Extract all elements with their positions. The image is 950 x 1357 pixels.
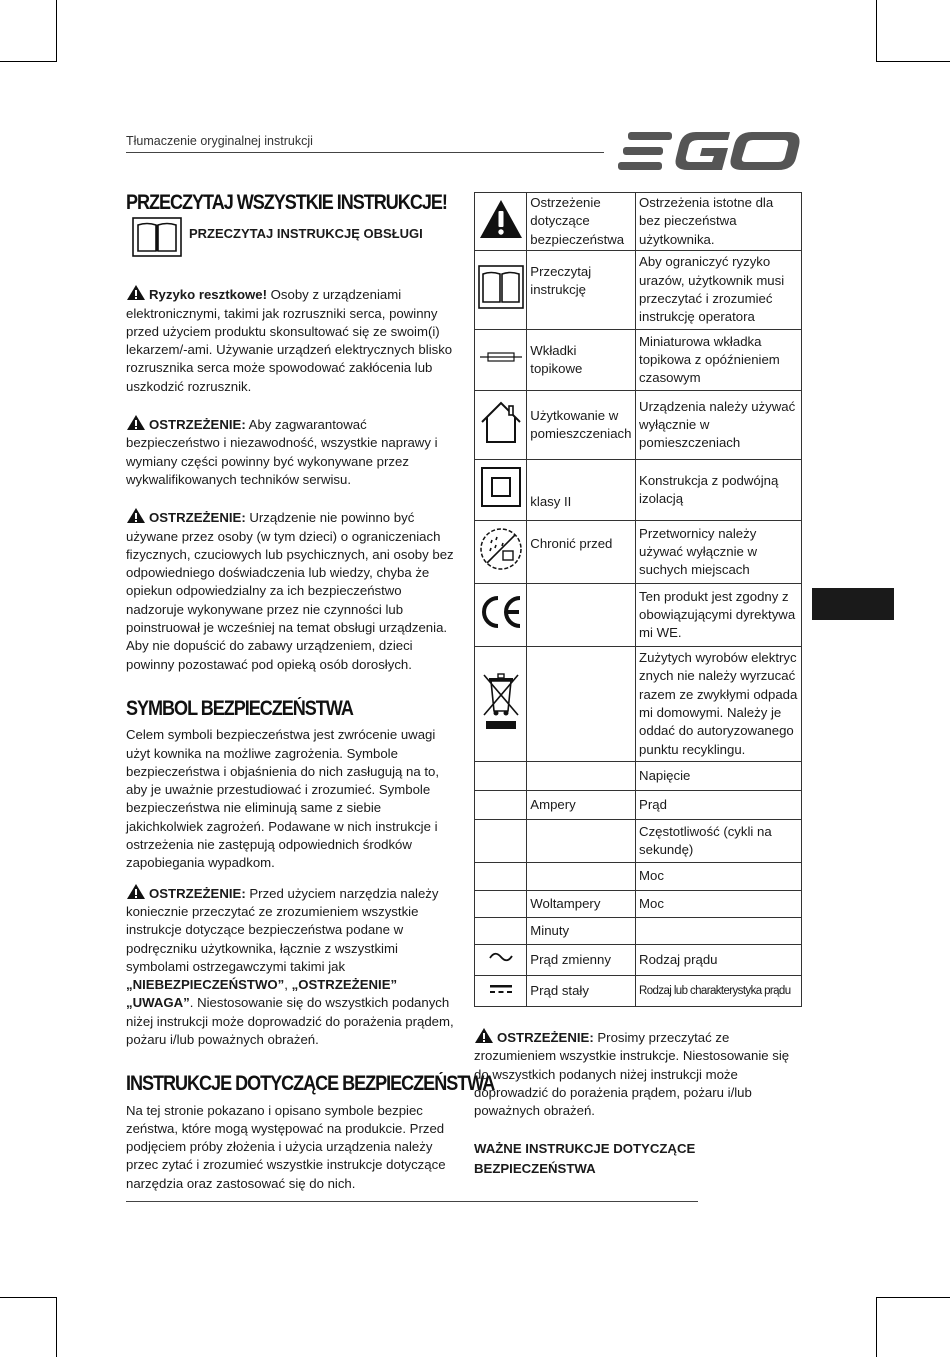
safety-symbol-heading: SYMBOL BEZPIECZEŃSTWA [126,696,353,720]
table-desc-cell: Aby ograniczyć ryzyko urazów, użytkownik musi przeczytać i zrozumieć instrukcję operatora [636,251,802,330]
warning-paragraph-3: OSTRZEŻENIE: Przed użyciem narzędzia należy koniecznie przeczytać ze zrozumieniem wszystkie instrukcje dotyczące bezpieczeństwa podane w podręczniku użytkownika, łącznie z wszystkimi symbolami ostrzegawczymi takimi jak „NIEBEZPIECZEŃSTWO”, „OSTRZEŻENIE” „UWAGA”. Niestosowanie się do wszystkich podanych niżej instrukcji może doprowadzić do porażenia prądem, pożaru i/lub poważnych obrażeń. [126,883,456,1050]
table-name-cell: Minuty [527,918,636,945]
table-icon-cell [475,330,527,391]
table-desc-cell: Zużytych wyrobów elektryc znych nie należy wyrzucać razem ze zwykłymi odpada mi domowymi. Należy je oddać do autoryzowanego punktu recyklingu. [636,647,802,762]
table-desc-cell: Częstotliwość (cykli na sekundę) [636,820,802,863]
table-name-cell [527,820,636,863]
crop-mark [876,0,877,62]
section-tab [812,588,894,620]
table-desc-text: Rodzaj lub charakterystyka prądu [639,985,791,998]
crop-mark [0,61,57,62]
alternating-current-icon [488,950,514,964]
table-row [475,820,802,863]
table-desc-cell: Napięcie [636,762,802,791]
table-row [475,863,802,891]
warning-icon [126,883,146,900]
table-row [475,251,802,330]
crop-mark [876,1297,877,1357]
table-icon-cell [475,863,527,891]
table-icon-cell [475,521,527,584]
table-row [475,584,802,647]
header-rule [126,152,604,153]
table-desc-cell: Miniaturowa wkładka topikowa z opóźnieniem czasowym [636,330,802,391]
table-desc-cell: Rodzaj prądu [636,945,802,976]
weee-bin-icon [478,669,524,733]
crop-mark [56,1297,57,1357]
table-row [475,918,802,945]
table-desc-cell: Przetwornicy należy używać wyłącznie w suchych miejscach [636,521,802,584]
table-desc-cell [636,918,802,945]
table-row [475,762,802,791]
table-name-cell [527,584,636,647]
table-name-cell [527,762,636,791]
table-desc-cell: Ostrzeżenia istotne dla bez pieczeństwa użytkownika. [636,193,802,251]
table-desc-cell: Moc [636,863,802,891]
fuse-icon [478,350,524,364]
read-manual-label: PRZECZYTAJ INSTRUKCJĘ OBSŁUGI [189,226,423,242]
class-ii-icon [479,465,523,509]
warning-icon [126,284,146,301]
table-desc-cell: Ten produkt jest zgodny z obowiązującymi dyrektywa mi WE. [636,584,802,647]
table-row [475,945,802,976]
table-row [475,891,802,918]
table-row [475,791,802,820]
house-icon [478,400,524,444]
table-icon-cell [475,820,527,863]
header-title: Tłumaczenie oryginalnej instrukcji [126,134,313,148]
table-name-cell: Użytkowanie w pomieszczeniach [527,391,636,460]
crop-mark [876,61,950,62]
crop-mark [876,1297,950,1298]
table-icon-cell [475,251,527,330]
table-desc-cell: Moc [636,891,802,918]
warning-paragraph-2: OSTRZEŻENIE: Urządzenie nie powinno być używane przez osoby (w tym dzieci) o ograniczeniach fizycznych, czuciowych lub psychicznych, ani osoby bez odpowiedniego doświadczenia lub wiedzy, chyba że opiekun odpowiedzialny za ich bezpieczeństwo nadzoruje wykonywane przez nie czynności lub poinstruował je wcześniej na temat obsługi urządzenia. Aby nie dopuścić do zabawy urządzeniem, dzieci powinny pozostawać pod opieką osób dorosłych. [126,507,456,674]
safety-instructions-heading: INSTRUKCJE DOTYCZĄCE BEZPIECZEŃSTWA [126,1072,495,1096]
table-icon-cell [475,918,527,945]
table-row [475,521,802,584]
table-row [475,193,802,251]
table-icon-cell [475,762,527,791]
main-heading: PRZECZYTAJ WSZYSTKIE INSTRUKCJE! [126,191,447,214]
table-name-cell [527,647,636,762]
crop-mark [56,0,57,62]
table-icon-cell [475,391,527,460]
symbol-paragraph: Celem symboli bezpieczeństwa jest zwrócenie uwagi użyt kownika na możliwe zagrożenia. Symbole bezpieczeństwa i objaśnienia do nich zasługują na to, aby je uważnie przestudiować i zrozumieć. Symbole bezpieczeństwa nie eliminują same z siebie jakichkolwiek zagrożeń. Podawane w nich instrukcje i ostrzeżenia nie zastępują odpowiednich środków zapobiegania wypadkom. [126,727,440,871]
table-icon-cell [475,945,527,976]
table-icon-cell [475,460,527,521]
right-column [474,1027,802,1179]
read-manual-icon [132,217,182,257]
ce-mark-icon [478,593,524,631]
table-name-cell: Prąd stały [527,976,636,1007]
table-icon-cell [475,584,527,647]
table-row [475,391,802,460]
warning-triangle-icon [478,198,524,240]
table-name-cell [527,863,636,891]
ego-logo [618,128,802,174]
table-desc-cell [636,976,802,1007]
table-name-cell: Ampery [527,791,636,820]
table-icon-cell [475,647,527,762]
crop-mark [0,1297,57,1298]
table-row [475,647,802,762]
table-name-cell: Wkładki topikowe [527,330,636,391]
read-manual-icon [478,265,524,309]
left-column [126,191,495,1193]
table-name-cell: Chronić przed [527,521,636,584]
table-icon-cell [475,193,527,251]
warning-paragraph-1: OSTRZEŻENIE: Aby zagwarantować bezpieczeństwo i niezawodność, wszystkie naprawy i wymiany części powinny być wykonywane przez wykwalifikowanych techników serwisu. [126,414,456,489]
protect-from-rain-icon [478,526,524,572]
table-name-cell: Ostrzeżenie dotyczące bezpieczeństwa [527,193,636,251]
table-name-cell: Woltampery [527,891,636,918]
read-manual-row [126,217,456,257]
table-icon-cell [475,976,527,1007]
table-icon-cell [475,791,527,820]
warning-icon [474,1027,494,1044]
table-row [475,330,802,391]
table-name-cell: klasy II [527,460,636,521]
instructions-paragraph: Na tej stronie pokazano i opisano symbole bezpiec zeństwa, które mogą występować na produkcie. Przed podjęciem próby złożenia i użycia urządzenia należy przec zytać i zrozumieć wszystkie instrukcje dotyczące narzędzia oraz zastosować się do nich. [126,1102,446,1191]
symbol-table [474,192,802,1007]
table-name-cell: Prąd zmienny [527,945,636,976]
table-desc-cell: Konstrukcja z podwójną izolacją [636,460,802,521]
footer-rule [126,1201,698,1202]
table-desc-cell: Prąd [636,791,802,820]
table-icon-cell [475,891,527,918]
direct-current-icon [488,983,514,995]
table-row [475,460,802,521]
right-warning-paragraph: OSTRZEŻENIE: Prosimy przeczytać ze zrozumieniem wszystkie instrukcje. Niestosowanie się do wszystkich podanych niżej instrukcji może doprowadzić do porażenia prądem, pożaru i/lub poważnych obrażeń. [474,1027,802,1120]
warning-icon [126,414,146,431]
table-name-cell: Przeczytaj instrukcję [527,251,636,330]
warning-icon [126,507,146,524]
table-desc-cell: Urządzenia należy używać wyłącznie w pomieszczeniach [636,391,802,460]
important-instructions-heading: WAŻNE INSTRUKCJE DOTYCZĄCE BEZPIECZEŃSTWA [474,1141,696,1177]
residual-risk-paragraph: Ryzyko resztkowe! Osoby z urządzeniami elektronicznymi, takimi jak rozruszniki serca, powinny przed użyciem produktu skonsultować się ze swoim(i) lekarzem/-ami. Używanie urządzeń elektrycznych blisko rozrusznika serca może spowodować zakłócenia lub uszkodzić rozrusznik. [126,284,456,396]
table-row [475,976,802,1007]
